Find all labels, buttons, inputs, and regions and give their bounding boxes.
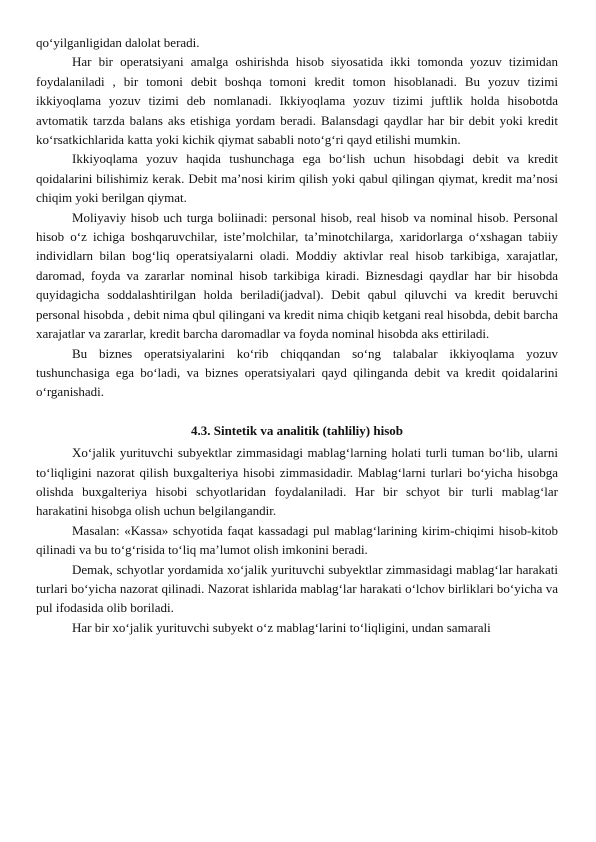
paragraph-continuation: qo‘yilganligidan dalolat beradi. (36, 35, 200, 50)
paragraph-students-summary: Bu biznes operatsiyalarini ko‘rib chiqqandan so‘ng talabalar ikkiyoqlama yozuv tushunchasiga ega bo‘ladi, va biznes operatsiyalari qayd qilinganda debit va kredit qoidalarini o‘rganishadi. (36, 345, 558, 400)
document-page (36, 33, 558, 637)
paragraph-trailing: Har bir xo‘jalik yurituvchi subyekt o‘z mablag‘larini to‘liqligini, undan samarali (72, 619, 491, 635)
paragraph-double-entry-intro: Har bir operatsiyani amalga oshirishda hisob siyosatida ikki tomonda yozuv tizimidan foydalaniladi , bir tomoni debit boshqa tomoni kredit tomon hisoblanadi. Bu yozuv tizimi ikkiyoqlama yozuv tizimi deb nomlanadi. Ikkiyoqlama yozuv tizimi juftlik holda hisobotda avtomatik tarzda balans aks etishiga yordam beradi. Balansdagi qaydlar har bir debit yoki kredit ko‘rsatkichlarida katta yoki kichik qiymat sababli noto‘g‘ri qayd etilishi mumkin. (36, 54, 558, 148)
paragraph-kassa-example: Masalan: «Kassa» schyotida faqat kassadagi pul mablag‘larining kirim-chiqimi hisob-kitob qilinadi va bu to‘g‘risida to‘liq ma’lumot olish imkonini beradi. (36, 522, 558, 558)
paragraph-funds-control: Xo‘jalik yurituvchi subyektlar zimmasidagi mablag‘larning holati turli tuman bo‘lib, ularni to‘liqligini nazorat qilish buxgalteriya hisobi zimmasidadir. Mablag‘larni turlari bo‘yicha hisobga olishda buxgalteriya hisobi schyotlaridan foydalaniladi. Har bir schyot bir turli mablag‘lar harakatini hisobga olish uchun belgilangandir. (36, 445, 558, 519)
paragraph-debit-credit-rules: Ikkiyoqlama yozuv haqida tushunchaga ega bo‘lish uchun hisobdagi debit va kredit qoidalarini bilishimiz kerak. Debit ma’nosi kirim qilish yoki qabul qilingan qiymat, kredit ma’nosi chiqim yoki berilgan qiymat. (36, 151, 558, 206)
paragraph-accounts-control: Demak, schyotlar yordamida xo‘jalik yurituvchi subyektlar zimmasidagi mablag‘lar harakati turlari bo‘yicha nazorat qilinadi. Nazorat ishlarida mablag‘lar harakati o‘lchov birliklari bo‘yicha va pul ifodasida olib boriladi. (36, 561, 558, 616)
section-heading: 4.3. Sintetik va analitik (tahliliy) hisob (190, 422, 403, 438)
paragraph-account-types: Moliyaviy hisob uch turga boliinadi: personal hisob, real hisob va nominal hisob. Personal hisob o‘z ichiga boshqaruvchilar, iste’molchilar, ta’minotchilarga, xaridorlarga o‘xshagan tabiiy individlarn bilan bog‘liq operatsiyalarni oladi. Moddiy aktivlar real hisob tarkibiga, xarajatlar, daromad, foyda va zararlar nominal hisob tarkibiga kiradi. Biznesdagi qaydlar har bir hisobda quyidagicha soddalashtirilgan holda beriladi(jadval). Debit qabul qiluvchi va kredit beruvchi personal hisobda , debit nima qbul qilingani va kredit nima chiqib ketgani real hisobda, debit barcha xarajatlar va zararlar, kredit barcha daromadlar va foyda nominal hisobda aks ettiriladi. (36, 209, 558, 342)
